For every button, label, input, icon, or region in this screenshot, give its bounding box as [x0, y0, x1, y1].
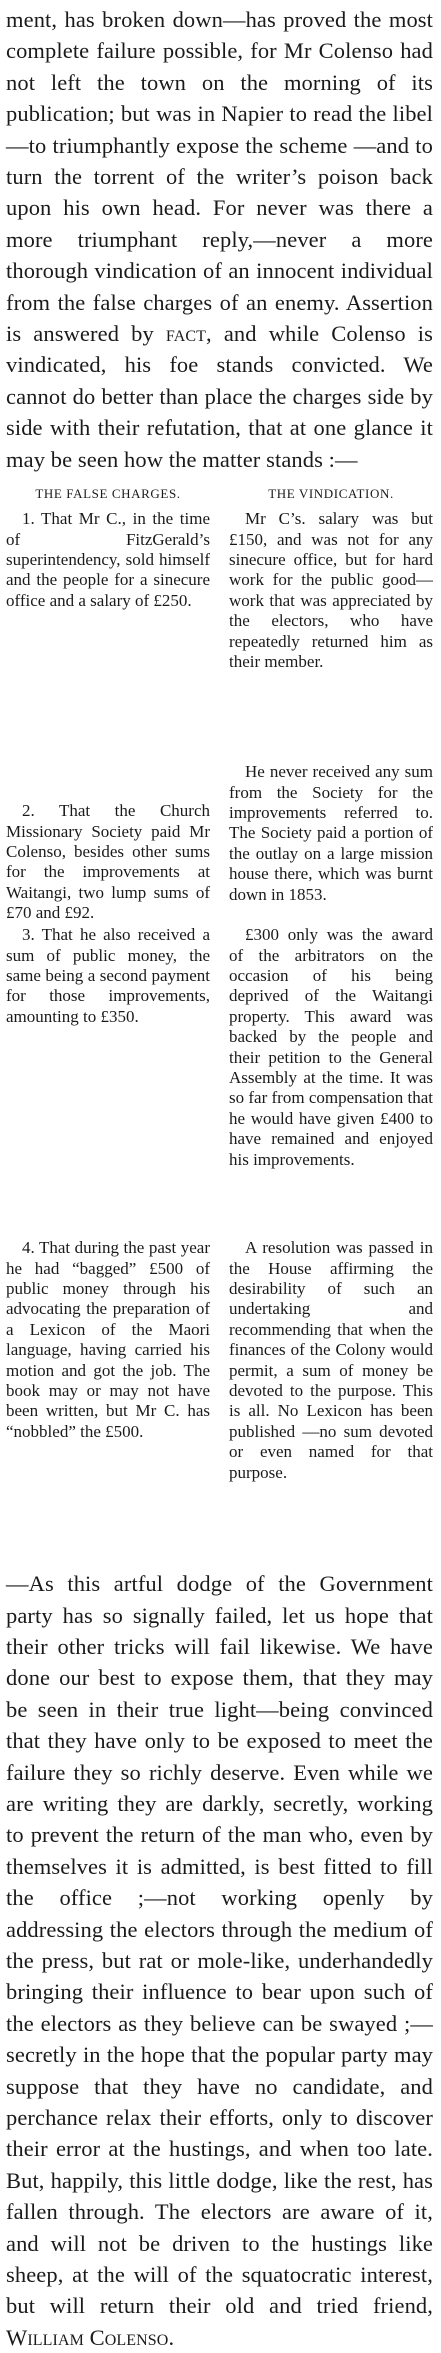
closing-paragraph	[6, 1568, 433, 2353]
false-charge-item: 3. That he also received a sum of public money, the same being a second payment for those improvements, amounting to £350.	[6, 925, 210, 1026]
false-charge-item: 4. That during the past year he had “bagged” £500 of public money through his advocating the preparation of a Lexicon of the Maori language, having carried his motion and got the job. The book may or may not have been written, but Mr C. has “nobbled” the £500.	[6, 1238, 210, 1441]
false-charge-item: 1. That Mr C., in the time of FitzGerald’s superintendency, sold himself and the people for a sinecure office and a salary of £250.	[6, 509, 210, 610]
vindication-item: A resolution was passed in the House affirming the desirability of such an undertaking and recommending that when the finances of the Colony would permit, a sum of money be devoted to the purpose. This is all. No Lexicon has been published —no sum devoted or even named for that purpose.	[229, 1238, 433, 1482]
false-charges-column	[6, 485, 210, 1556]
false-charges-heading: THE FALSE CHARGES.	[35, 486, 181, 502]
intro-paragraph	[6, 4, 433, 475]
vindication-item: Mr C’s. salary was but £150, and was not for any sinecure office, but for hard work for the public good—work that was appreciated by the electors, who have repeatedly returned him as their member.	[229, 509, 433, 671]
vindication-column	[229, 485, 433, 1556]
vindication-item: £300 only was the award of the arbitrators on the occasion of his being deprived of the Waitangi property. This award was backed by the people and their petition to the General Assembly at the time. It was so far from compensation that he would have given £400 to have remained and enjoyed his improvements.	[229, 925, 433, 1169]
fact-emphasis: fact	[165, 321, 207, 347]
vindication-heading: THE VINDICATION.	[268, 486, 394, 502]
false-charge-item: 2. That the Church Missionary Society paid Mr Colenso, besides other sums for the improvements at Waitangi, two lump sums of £70 and £92.	[6, 801, 210, 923]
charges-vindication-table	[6, 485, 433, 1556]
intro-tail-text: , and while Colenso is vindicated, his foe stands convicted. We cannot do better than place the charges side by side with their refutation, that at one glance it may be seen how the matter stands :—	[6, 321, 433, 472]
intro-text: ment, has broken down—has proved the most complete failure possible, for Mr Colenso had not left the town on the morning of its publication; but was in Napier to read the libel—to triumphantly expose the scheme —and to turn the torrent of the writer’s poison back upon his own head. For never was there a more triumphant reply,—never a more thorough vindication of an innocent individual from the false charges of an enemy. Assertion is answered by	[6, 7, 433, 347]
candidate-name: William Colenso.	[6, 2324, 175, 2350]
vindication-item: He never received any sum from the Society for the improvements referred to. The Society paid a portion of the outlay on a large mission house there, which was burnt down in 1853.	[229, 762, 433, 904]
closing-text: —As this artful dodge of the Government party has so signally failed, let us hope that their other tricks will fail likewise. We have done our best to expose them, that they may be seen in their true light—being convinced that they have only to be exposed to meet the failure they so richly deserve. Even while we are writing they are darkly, secretly, working to prevent the return of the man who, even by themselves it is admitted, is best fitted to fill the office ;—not working openly by addressing the electors through the medium of the press, but rat or mole-like, underhandedly bringing their influence to bear upon such of the electors as they believe can be swayed ;—secretly in the hope that the popular party may suppose that they have no candidate, and perchance relax their efforts, only to discover their error at the hustings, and when too late. But, happily, this little dodge, like the rest, has fallen through. The electors are aware of it, and will not be driven to the hustings like sheep, at the will of the squatocratic interest, but will return their old and tried friend,	[6, 1571, 433, 2319]
